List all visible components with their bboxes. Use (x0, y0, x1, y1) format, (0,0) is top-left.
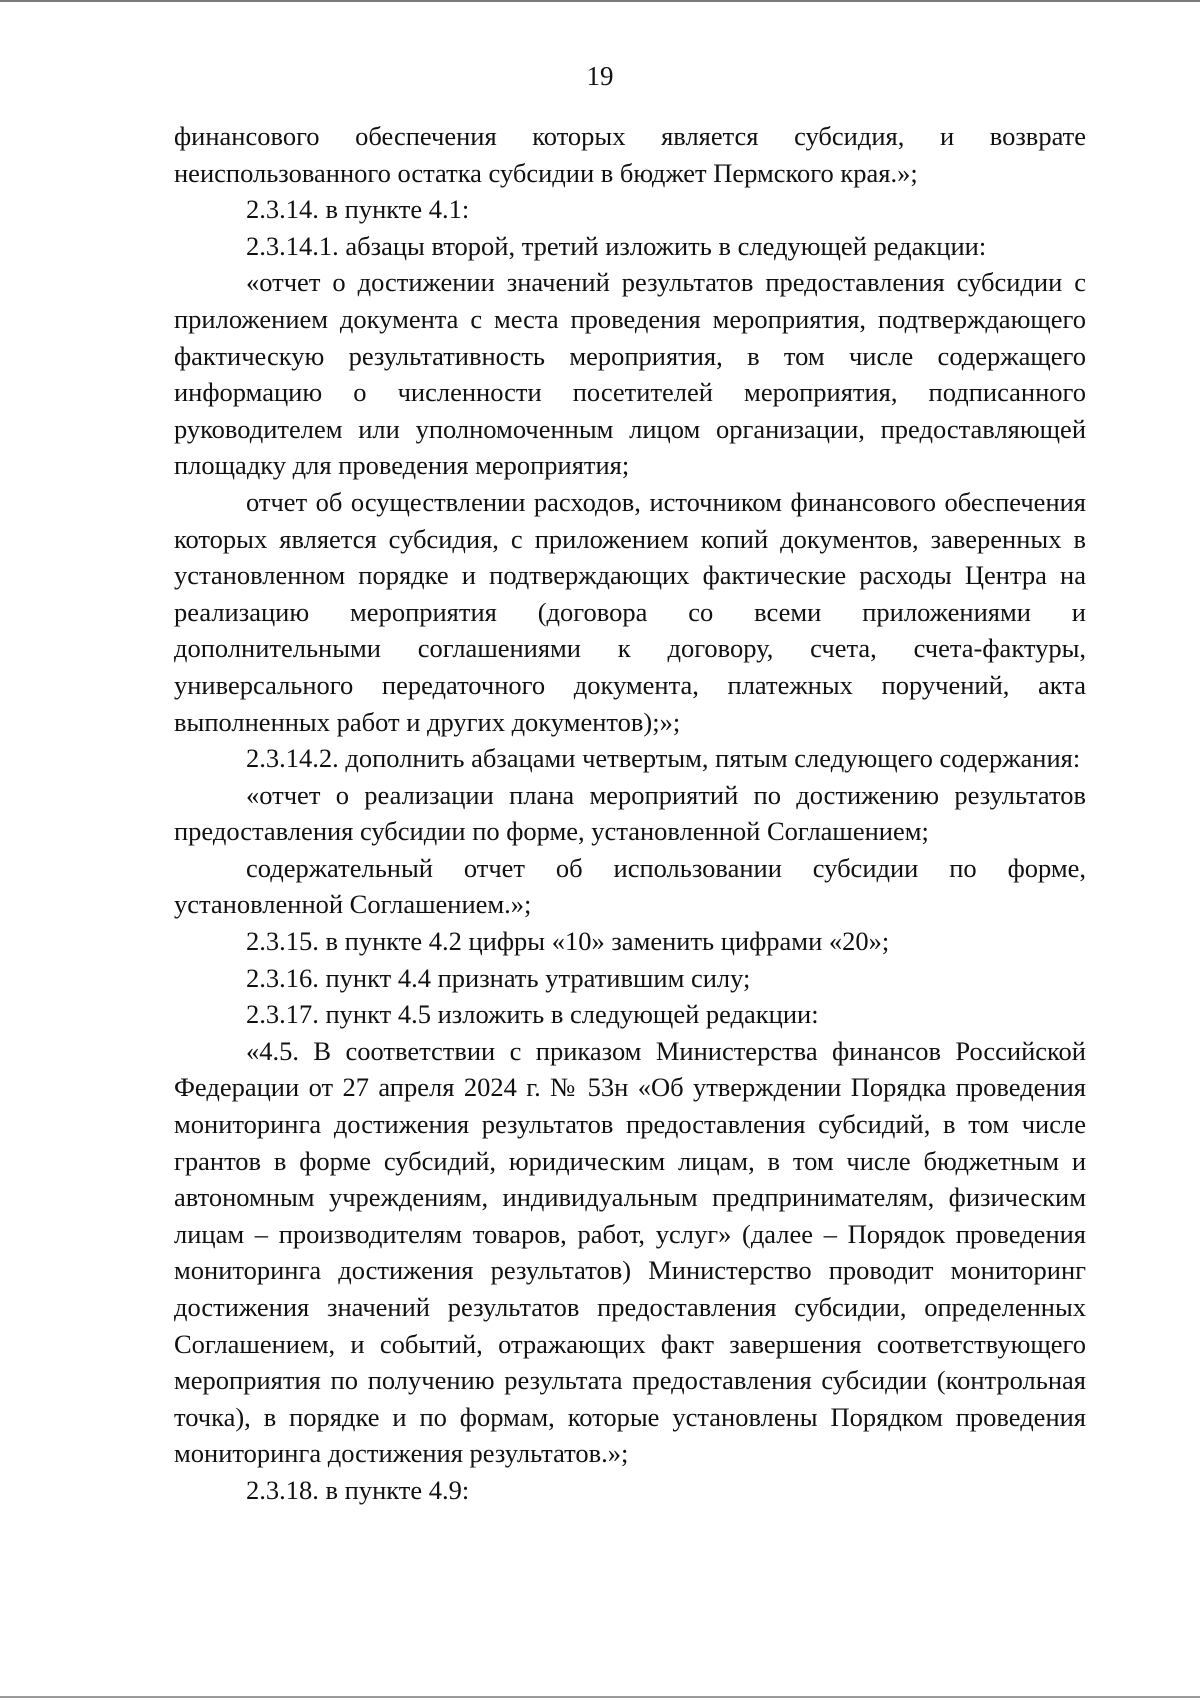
page-number: 19 (586, 61, 614, 91)
paragraph-2-3-17: 2.3.17. пункт 4.5 изложить в следующей редакции: (246, 999, 819, 1030)
paragraph-2-3-14-1: 2.3.14.1. абзацы второй, третий изложить в следующей редакции: (246, 230, 987, 261)
paragraph-quote-report-results: «отчет о достижении значений результатов предоставления субсидии с приложением документа с места проведения мероприятия, подтверждающего фактическую результативность мероприятия, в том числе содержащего информацию о численности посетителей мероприятия, подписанного руководителем или уполномоченным лицом организации, предоставляющей площадку для проведения мероприятия; (174, 267, 1086, 481)
paragraph-2-3-18: 2.3.18. в пункте 4.9: (246, 1474, 470, 1505)
paragraph-quote-4-5: «4.5. В соответствии с приказом Министерства финансов Российской Федерации от 27 апреля 2024 г. № 53н «Об утверждении Порядка проведения мониторинга достижения результатов предоставления субсидий, в том числе грантов в форме субсидий, юридическим лицам, в том числе бюджетным и автономным учреждениям, индивидуальным предпринимателям, физическим лицам – производителям товаров, работ, услуг» (далее – Порядок проведения мониторинга достижения результатов) Министерство проводит мониторинг достижения значений результатов предоставления субсидии, определенных Соглашением, и событий, отражающих факт завершения соответствующего мероприятия по получению результата предоставления субсидии (контрольная точка), в порядке и по формам, которые установлены Порядком проведения мониторинга достижения результатов.»; (174, 1035, 1086, 1469)
paragraph-2-3-16: 2.3.16. пункт 4.4 признать утратившим силу; (246, 962, 751, 993)
paragraph-2-3-14-2: 2.3.14.2. дополнить абзацами четвертым, пятым следующего содержания: (246, 743, 1081, 774)
paragraph-2-3-14: 2.3.14. в пункте 4.1: (246, 194, 470, 225)
paragraph-quote-report-expenses: отчет об осуществлении расходов, источником финансового обеспечения которых является субсидия, с приложением копий документов, заверенных в установленном порядке и подтверждающих фактические расходы Центра на реализацию мероприятия (договора со всеми приложениями и дополнительными соглашениями к договору, счета, счета-фактуры, универсального передаточного документа, платежных поручений, акта выполненных работ и других документов);»; (174, 486, 1086, 737)
paragraph-quote-content-report: содержательный отчет об использовании субсидии по форме, установленной Соглашением.»; (174, 852, 1086, 920)
paragraph-continuation: финансового обеспечения которых является субсидия, и возврате неиспользованного остатка субсидии в бюджет Пермского края.»; (174, 121, 1086, 188)
scan-edge-bottom (0, 1696, 1200, 1698)
scan-edge-top (0, 0, 1200, 2)
document-body (174, 118, 1086, 1509)
paragraph-quote-plan-report: «отчет о реализации плана мероприятий по достижению результатов предоставления субсидии по форме, установленной Соглашением; (174, 779, 1086, 847)
paragraph-2-3-15: 2.3.15. в пункте 4.2 цифры «10» заменить цифрами «20»; (246, 926, 890, 957)
